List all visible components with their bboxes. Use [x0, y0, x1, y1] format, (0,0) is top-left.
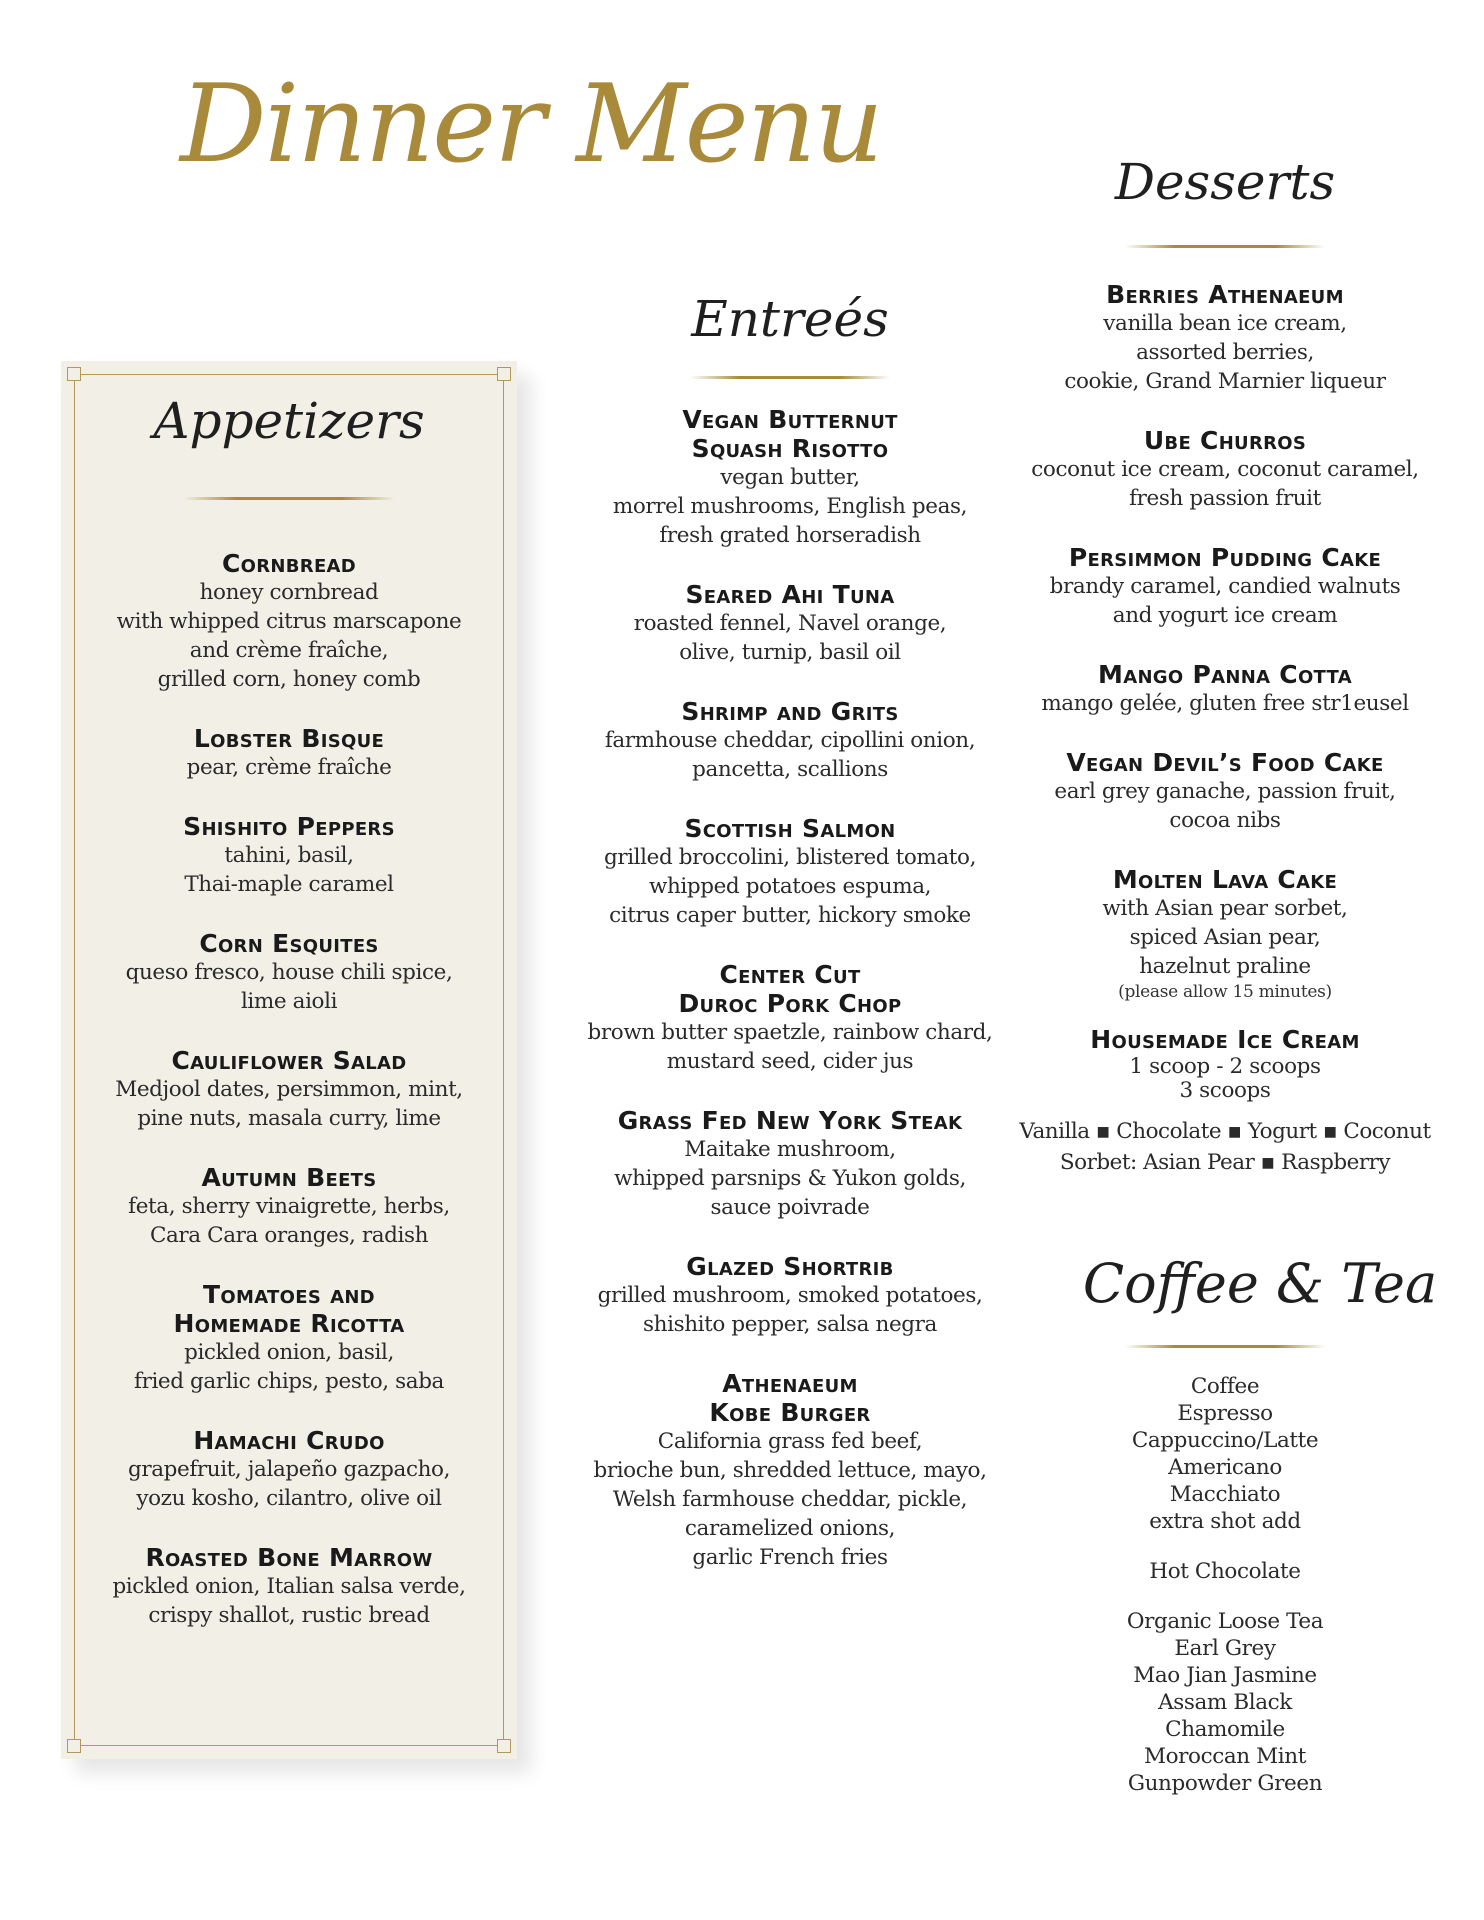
item-description: pickled onion, basil,: [184, 1340, 394, 1365]
item-description: fresh passion fruit: [1129, 486, 1321, 511]
menu-item: [1010, 426, 1440, 513]
menu-item: [580, 405, 1000, 550]
drink-item: Earl Grey: [1174, 1636, 1276, 1661]
item-name: Corn Esquites: [199, 929, 379, 958]
menu-item: [61, 549, 517, 694]
menu-item: [580, 580, 1000, 667]
menu-item: [61, 1280, 517, 1396]
drink-item: Assam Black: [1158, 1690, 1292, 1715]
ice-cream-block: [1010, 1025, 1440, 1178]
item-name: Seared Ahi Tuna: [685, 580, 895, 609]
item-description: fried garlic chips, pesto, saba: [134, 1369, 444, 1394]
menu-item: [1010, 748, 1440, 835]
item-description: assorted berries,: [1136, 340, 1314, 365]
item-name: Kobe Burger: [709, 1398, 871, 1427]
menu-item: [1010, 280, 1440, 396]
item-description: grilled mushroom, smoked potatoes,: [597, 1283, 983, 1308]
item-description: Medjool dates, persimmon, mint,: [115, 1077, 463, 1102]
drink-item: Chamomile: [1165, 1717, 1285, 1742]
coffee-tea-heading: Coffee & Tea: [1082, 1252, 1438, 1315]
menu-item: [1010, 660, 1440, 718]
sorbet-flavors: Sorbet: Asian Pear ▪ Raspberry: [1059, 1150, 1391, 1175]
item-name: Duroc Pork Chop: [678, 989, 902, 1018]
item-name: Persimmon Pudding Cake: [1068, 543, 1382, 572]
item-name: Center Cut: [719, 960, 861, 989]
item-description: earl grey ganache, passion fruit,: [1054, 779, 1396, 804]
frame-corner-ornament: [497, 1739, 511, 1753]
list-spacer: [1080, 1535, 1370, 1558]
item-name: Shishito Peppers: [183, 812, 395, 841]
page-title: Dinner Menu: [180, 62, 882, 187]
drink-item: Espresso: [1177, 1401, 1273, 1426]
item-name: Autumn Beets: [201, 1163, 377, 1192]
item-description: pine nuts, masala curry, lime: [137, 1106, 441, 1131]
item-name: Housemade Ice Cream: [1090, 1025, 1360, 1054]
menu-item: [61, 812, 517, 899]
item-description: shishito pepper, salsa negra: [643, 1312, 937, 1337]
item-name: Hamachi Crudo: [193, 1426, 385, 1455]
entrees-heading: Entreés: [691, 290, 889, 348]
item-description: pickled onion, Italian salsa verde,: [112, 1574, 466, 1599]
item-description: garlic French fries: [692, 1545, 888, 1570]
menu-item: [61, 1046, 517, 1133]
menu-item: [1010, 865, 1440, 1003]
item-description: fresh grated horseradish: [659, 523, 921, 548]
item-description: crispy shallot, rustic bread: [148, 1603, 430, 1628]
item-name: Vegan Butternut: [682, 405, 898, 434]
item-description: yozu kosho, cilantro, olive oil: [136, 1486, 442, 1511]
item-description: mango gelée, gluten free str1eusel: [1041, 691, 1409, 716]
drink-item: Hot Chocolate: [1149, 1559, 1301, 1584]
item-description: queso fresco, house chili spice,: [125, 960, 453, 985]
drink-item: Macchiato: [1169, 1482, 1281, 1507]
item-name: Cauliflower Salad: [171, 1046, 407, 1075]
appetizers-list: [61, 549, 517, 1660]
menu-item: [580, 960, 1000, 1076]
list-spacer: [1080, 1585, 1370, 1608]
coffee-tea-divider: [1125, 1345, 1325, 1348]
item-description: whipped potatoes espuma,: [648, 874, 932, 899]
drink-item: Organic Loose Tea: [1126, 1609, 1324, 1634]
drink-item: extra shot add: [1149, 1509, 1301, 1534]
item-description: cocoa nibs: [1169, 808, 1281, 833]
item-name: Tomatoes and: [203, 1280, 375, 1309]
desserts-divider: [1125, 245, 1325, 248]
item-description: Welsh farmhouse cheddar, pickle,: [612, 1487, 968, 1512]
item-description: and crème fraîche,: [189, 638, 389, 663]
item-name: Shrimp and Grits: [681, 697, 899, 726]
item-description: pancetta, scallions: [692, 757, 888, 782]
menu-item: [61, 929, 517, 1016]
drink-item: Moroccan Mint: [1144, 1744, 1306, 1769]
frame-corner-ornament: [497, 367, 511, 381]
item-description: and yogurt ice cream: [1112, 603, 1338, 628]
item-description: sauce poivrade: [710, 1195, 870, 1220]
item-description: mustard seed, cider jus: [666, 1049, 914, 1074]
item-name: Glazed Shortrib: [686, 1252, 894, 1281]
item-description: morrel mushrooms, English peas,: [612, 494, 968, 519]
item-description: grilled broccolini, blistered tomato,: [603, 845, 977, 870]
menu-item: [61, 724, 517, 782]
drink-item: Americano: [1168, 1455, 1282, 1480]
item-description: Cara Cara oranges, radish: [149, 1223, 429, 1248]
menu-item: [61, 1543, 517, 1630]
item-description: honey cornbread: [199, 580, 379, 605]
item-description: roasted fennel, Navel orange,: [633, 611, 947, 636]
frame-corner-ornament: [67, 367, 81, 381]
entrees-divider: [690, 376, 890, 379]
menu-item: [1010, 543, 1440, 630]
item-description: California grass fed beef,: [657, 1429, 923, 1454]
item-description: vanilla bean ice cream,: [1103, 311, 1347, 336]
item-note: (please allow 15 minutes): [1118, 982, 1332, 1002]
item-description: whipped parsnips & Yukon golds,: [614, 1166, 966, 1191]
item-name: Athenaeum: [722, 1369, 858, 1398]
item-description: Maitake mushroom,: [684, 1137, 896, 1162]
item-description: caramelized onions,: [684, 1516, 896, 1541]
item-description: citrus caper butter, hickory smoke: [609, 903, 971, 928]
item-description: cookie, Grand Marnier liqueur: [1064, 369, 1386, 394]
menu-item: [580, 697, 1000, 784]
item-name: Scottish Salmon: [684, 814, 896, 843]
item-description: Thai-maple caramel: [184, 872, 394, 897]
item-description: coconut ice cream, coconut caramel,: [1031, 457, 1419, 482]
item-name: Lobster Bisque: [193, 724, 385, 753]
item-name: Homemade Ricotta: [173, 1309, 405, 1338]
ice-cream-sizes: 1 scoop - 2 scoops: [1129, 1054, 1321, 1079]
item-name: Roasted Bone Marrow: [145, 1543, 433, 1572]
menu-item: [580, 1106, 1000, 1222]
item-description: vegan butter,: [720, 465, 860, 490]
menu-item: [580, 1369, 1000, 1572]
item-name: Squash Risotto: [691, 434, 889, 463]
item-description: grapefruit, jalapeño gazpacho,: [127, 1457, 451, 1482]
desserts-list: [1010, 280, 1440, 1033]
menu-item: [61, 1426, 517, 1513]
appetizers-heading: Appetizers: [153, 392, 425, 450]
item-description: farmhouse cheddar, cipollini onion,: [604, 728, 976, 753]
drink-item: Cappuccino/Latte: [1131, 1428, 1319, 1453]
drink-item: Mao Jian Jasmine: [1133, 1663, 1317, 1688]
menu-item: [580, 814, 1000, 930]
item-name: Molten Lava Cake: [1112, 865, 1338, 894]
frame-corner-ornament: [67, 1739, 81, 1753]
menu-item: [580, 1252, 1000, 1339]
coffee-tea-list: [1080, 1373, 1370, 1797]
item-description: with whipped citrus marscapone: [116, 609, 462, 634]
item-name: Ube Churros: [1143, 426, 1307, 455]
item-description: grilled corn, honey comb: [157, 667, 421, 692]
ice-cream-flavors: Vanilla ▪ Chocolate ▪ Yogurt ▪ Coconut: [1019, 1119, 1431, 1144]
item-name: Mango Panna Cotta: [1098, 660, 1352, 689]
item-name: Vegan Devil’s Food Cake: [1066, 748, 1384, 777]
item-description: brandy caramel, candied walnuts: [1049, 574, 1401, 599]
item-description: brown butter spaetzle, rainbow chard,: [587, 1020, 993, 1045]
item-description: olive, turnip, basil oil: [679, 640, 901, 665]
item-name: Grass Fed New York Steak: [617, 1106, 963, 1135]
item-description: lime aioli: [240, 989, 338, 1014]
ice-cream-sizes: 3 scoops: [1179, 1078, 1271, 1103]
menu-item: [61, 1163, 517, 1250]
item-description: feta, sherry vinaigrette, herbs,: [128, 1194, 450, 1219]
item-description: spiced Asian pear,: [1129, 925, 1321, 950]
drink-item: Gunpowder Green: [1127, 1771, 1323, 1796]
item-description: pear, crème fraîche: [186, 755, 392, 780]
desserts-heading: Desserts: [1114, 153, 1336, 211]
drink-item: Coffee: [1190, 1374, 1260, 1399]
item-description: brioche bun, shredded lettuce, mayo,: [593, 1458, 987, 1483]
appetizers-divider: [184, 497, 394, 500]
item-name: Berries Athenaeum: [1106, 280, 1344, 309]
entrees-list: [580, 405, 1000, 1602]
item-name: Cornbread: [221, 549, 357, 578]
item-description: hazelnut praline: [1139, 954, 1311, 979]
item-description: with Asian pear sorbet,: [1102, 896, 1348, 921]
item-description: tahini, basil,: [224, 843, 354, 868]
